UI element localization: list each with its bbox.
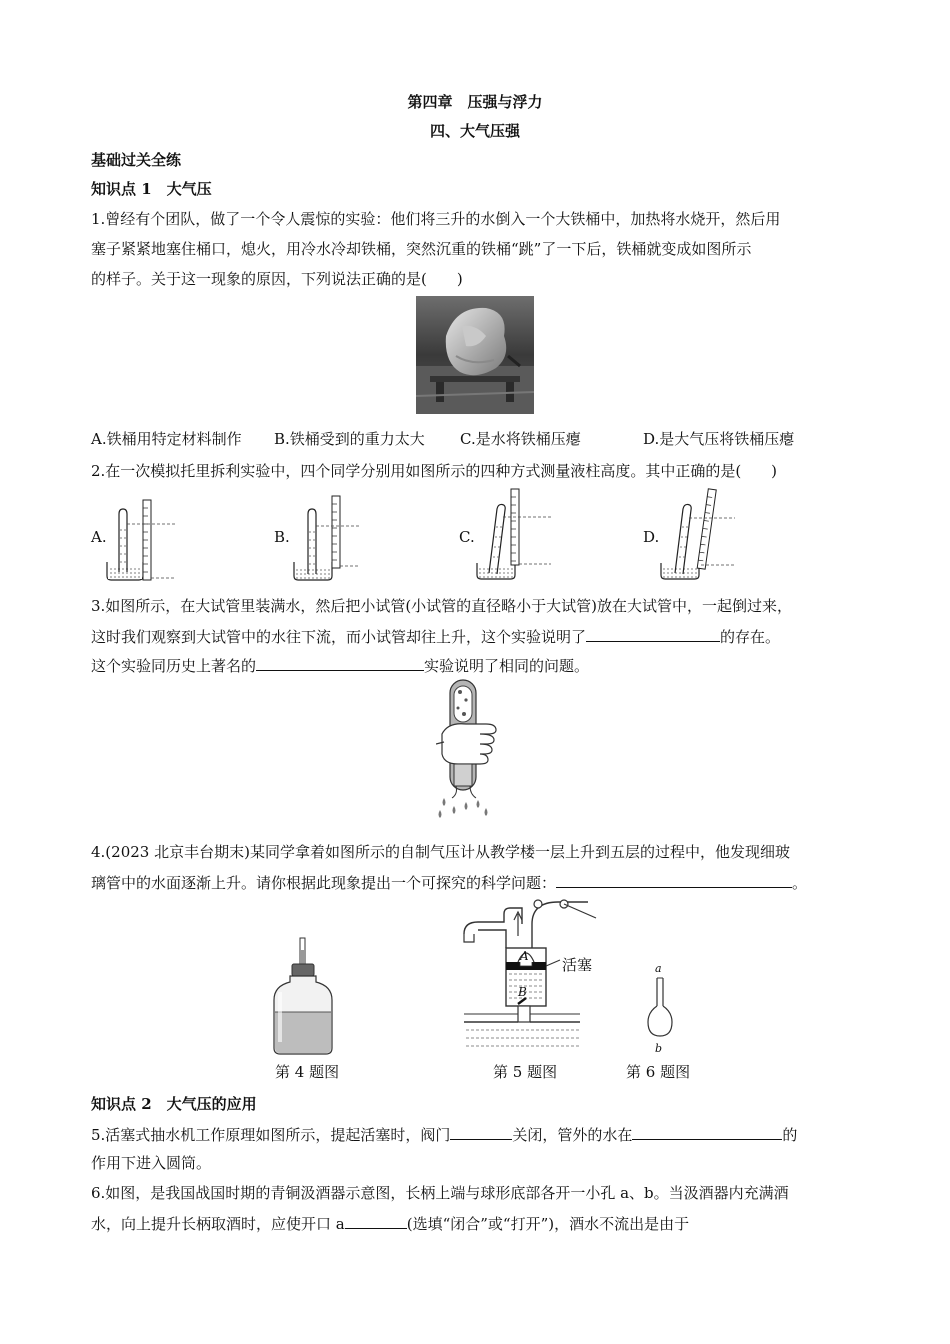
q6-blank[interactable]: [345, 1213, 407, 1229]
q1-line-1: 1.曾经有个团队，做了一个令人震惊的实验：他们将三升的水倒入一个大铁桶中，加热将水烧开，然后用: [91, 210, 781, 228]
q1-option-b: B.铁桶受到的重力太大: [274, 430, 425, 448]
q3-line-3-text: 这个实验同历史上著名的: [91, 657, 257, 675]
q3-line-2-end: 的存在。: [720, 628, 781, 646]
homemade-barometer-figure: [270, 936, 342, 1058]
q1-line-3: 的样子。关于这一现象的原因，下列说法正确的是( ): [91, 270, 463, 288]
q1-option-d: D.是大气压将铁桶压瘪: [643, 430, 795, 448]
q6-line-2-end: (选填“闭合”或“打开”)，酒水不流出是由于: [406, 1215, 690, 1233]
hole-b-label: b: [655, 1042, 663, 1055]
q3-blank-2[interactable]: [256, 655, 424, 671]
q5-blank-1[interactable]: [450, 1124, 512, 1140]
q3-line-3: [91, 655, 589, 676]
knowledge-point-2: 知识点 2 大气压的应用: [91, 1095, 257, 1113]
q1-line-2: 塞子紧紧地塞住桶口，熄火，用冷水冷却铁桶，突然沉重的铁桶“跳”了一下后，铁桶就变成如图所示: [91, 240, 752, 258]
q5-line-1-text: 5.活塞式抽水机工作原理如图所示，提起活塞时，阀门: [91, 1126, 451, 1144]
valve-a-label: A: [520, 949, 529, 963]
q5-blank-2[interactable]: [632, 1124, 782, 1140]
torricelli-diagram-b: [290, 492, 362, 584]
knowledge-point-1: 知识点 1 大气压: [91, 180, 212, 198]
q4-line-2-text: 璃管中的水面逐渐上升。请你根据此现象提出一个可探究的科学问题：: [91, 874, 557, 892]
q4-line-2-end: 。: [792, 874, 808, 892]
q3-line-2-text: 这时我们观察到大试管中的水往下流，而小试管却往上升，这个实验说明了: [91, 628, 587, 646]
q4-line-2: [91, 872, 807, 893]
q1-option-a: A.铁桶用特定材料制作: [91, 430, 242, 448]
hole-a-label: a: [655, 962, 662, 975]
valve-b-label: B: [518, 985, 527, 999]
wine-dipper-figure: [640, 962, 680, 1056]
q5-line-1: [91, 1124, 797, 1145]
q2-label-b: B.: [274, 528, 290, 546]
q1-option-c: C.是水将铁桶压瘪: [460, 430, 581, 448]
q5-line-1-mid: 关闭，管外的水在: [512, 1126, 633, 1144]
chapter-title: 第四章 压强与浮力: [407, 93, 543, 111]
section-title: 四、大气压强: [429, 122, 520, 140]
q3-line-3-end: 实验说明了相同的问题。: [424, 657, 590, 675]
figure-6-caption: 第 6 题图: [626, 1063, 691, 1081]
q3-line-2: [91, 626, 780, 647]
test-tube-hand-figure: [436, 678, 520, 818]
practice-title: 基础过关全练: [91, 151, 182, 169]
q2-label-c: C.: [459, 528, 475, 546]
q4-blank[interactable]: [556, 872, 792, 888]
q3-blank-1[interactable]: [586, 626, 720, 642]
q5-line-1-end: 的: [782, 1126, 798, 1144]
crushed-barrel-photo: [416, 296, 534, 414]
figure-5-caption: 第 5 题图: [493, 1063, 558, 1081]
q3-line-1: 3.如图所示，在大试管里装满水，然后把小试管(小试管的直径略小于大试管)放在大试管中，一起倒过来，: [91, 597, 793, 615]
q6-line-2-text: 水，向上提升长柄取酒时，应使开口 a: [91, 1215, 345, 1233]
figure-4-caption: 第 4 题图: [275, 1063, 340, 1081]
q4-line-1: 4.(2023 北京丰台期末)某同学拿着如图所示的自制气压计从教学楼一层上升到五层的过程中，他发现细玻: [91, 843, 790, 861]
torricelli-diagram-d: [659, 487, 739, 583]
q2-label-d: D.: [643, 528, 660, 546]
q2-label-a: A.: [91, 528, 107, 546]
torricelli-diagram-a: [105, 492, 177, 584]
q2-line-1: 2.在一次模拟托里拆利实验中，四个同学分别用如图所示的四种方式测量液柱高度。其中正确的是( ): [91, 462, 778, 480]
q6-line-2: [91, 1213, 689, 1234]
q5-line-2: 作用下进入圆筒。: [91, 1154, 212, 1172]
piston-pump-figure: [460, 888, 610, 1054]
piston-label: 活塞: [562, 956, 593, 974]
q6-line-1: 6.如图，是我国战国时期的青铜汲酒器示意图，长柄上端与球形底部各开一小孔 a、b。当汲酒器内充满酒: [91, 1184, 789, 1202]
torricelli-diagram-c: [475, 487, 555, 583]
